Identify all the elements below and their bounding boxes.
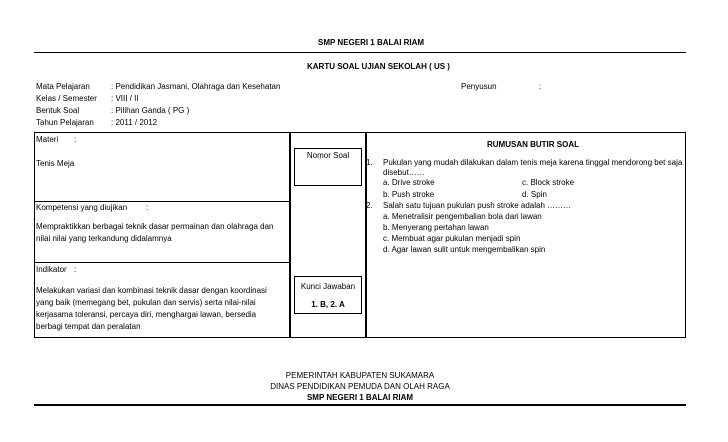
left-divider-1 xyxy=(34,201,290,202)
author-colon: : xyxy=(539,82,542,91)
q2-option-b: b. Menyerang pertahan lawan xyxy=(383,223,489,232)
q1-text-line1: Pukulan yang mudah dilakukan dalam tenis meja karena tinggal mendorong bet saja xyxy=(383,158,683,167)
materi-label: Materi xyxy=(36,135,59,144)
year-label: Tahun Pelajaran xyxy=(36,118,94,127)
class-value: : VIII / II xyxy=(111,94,139,103)
q1-option-a: a. Drive stroke xyxy=(383,178,435,187)
footer-divider xyxy=(34,404,686,406)
q1-option-d: d. Spin xyxy=(522,190,547,199)
footer-department: DINAS PENDIDIKAN PEMUDA DAN OLAH RAGA xyxy=(270,382,450,391)
materi-colon: : xyxy=(74,135,77,144)
indikator-value: Melakukan variasi dan kombinasi teknik dasar dengan koordinasi yang baik (memegang bet, pukulan dan servis) serta nilai-nilai kerjasama toleransi, percaya diri, menghargai lawan, bersedia berbagi tempat dan peralatan xyxy=(36,286,267,331)
school-name-header: SMP NEGERI 1 BALAI RIAM xyxy=(318,38,425,47)
form-label: Bentuk Soal xyxy=(36,106,80,115)
class-label: Kelas / Semester xyxy=(36,94,97,103)
year-value: : 2011 / 2012 xyxy=(111,118,158,127)
q2-option-c: c. Membuat agar pukulan menjadi spin xyxy=(383,234,521,243)
indikator-label: Indikator xyxy=(36,265,67,274)
footer-government: PEMERINTAH KABUPATEN SUKAMARA xyxy=(285,371,435,380)
kunci-jawaban-label: Kunci Jawaban xyxy=(300,282,356,291)
q1-text-line2: disebut…… xyxy=(383,168,425,177)
q2-option-a: a. Menetralisir pengembalian bola dari lawan xyxy=(383,212,542,221)
subject-value: : Pendidikan Jasmani, Olahraga dan Kesehatan xyxy=(111,82,281,91)
kompetensi-value: Mempraktikkan berbagai teknik dasar permainan dan olahraga dan nilai nilai yang terkandung didalamnya xyxy=(36,222,274,243)
header-divider xyxy=(34,52,686,53)
card-title: KARTU SOAL UJIAN SEKOLAH ( US ) xyxy=(307,62,450,71)
form-value: : Pilihan Ganda ( PG ) xyxy=(111,106,190,115)
q1-option-b: b. Push stroke xyxy=(383,190,435,199)
kunci-jawaban-value: 1. B, 2. A xyxy=(311,300,345,309)
q2-text: Salah satu tujuan pukulan push stroke adalah ……… xyxy=(383,201,572,210)
kompetensi-colon: : xyxy=(146,203,149,212)
q1-number: 1. xyxy=(366,158,373,167)
q1-option-c: c. Block stroke xyxy=(522,178,575,187)
materi-value: Tenis Meja xyxy=(36,159,75,168)
indikator-colon: : xyxy=(74,265,77,274)
left-divider-2 xyxy=(34,262,290,263)
kompetensi-label: Kompetensi yang diujikan xyxy=(36,203,128,212)
q2-number: 2. xyxy=(366,201,373,210)
author-label: Penyusun xyxy=(461,82,497,91)
footer-school: SMP NEGERI 1 BALAI RIAM xyxy=(306,393,414,402)
nomor-soal-label: Nomor Soal xyxy=(306,151,350,160)
q2-option-d: d. Agar lawan sulit untuk mengembalikan spin xyxy=(383,245,546,254)
questions-heading: RUMUSAN BUTIR SOAL xyxy=(487,140,579,149)
subject-label: Mata Pelajaran xyxy=(36,82,90,91)
